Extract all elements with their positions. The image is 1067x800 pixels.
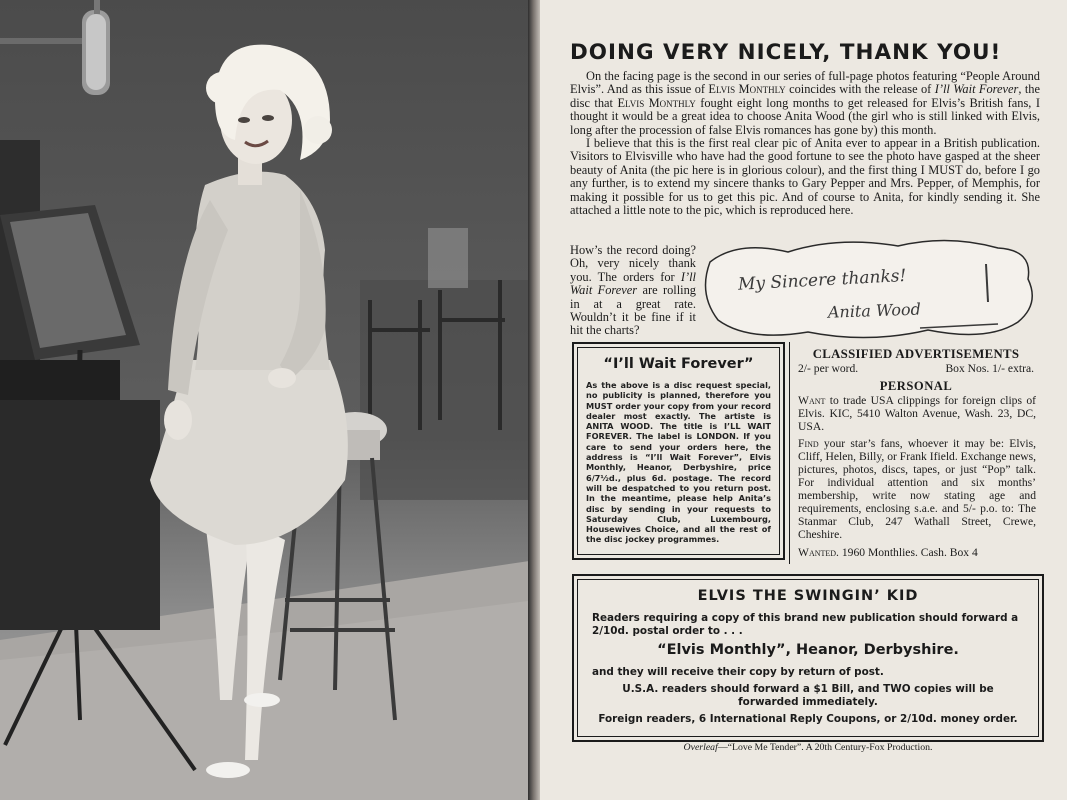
autograph-note (698, 234, 1042, 346)
article-page (540, 0, 1067, 800)
article-paragraph-2: I believe that this is the first real clear pic of Anita ever to appear in a British publication. Visitors to Elvisville who have had the good fortune to see the photo have gasped at the sheer beauty of Anita (the pic here is in glorious colour), and the first thing I MUST do, before I go any further, is to extend my sincere thanks to Gary Pepper and Mrs. Pepper, of Memphis, for making it possible for us to get this pic. And of course to Anita, for kindly sending it. She attached a little note to the pic, which is reproduced here. (570, 136, 1040, 218)
kid-title: ELVIS THE SWINGIN’ KID (697, 588, 919, 604)
article-paragraph-1: On the facing page is the second in our series of full-page photos featuring “People Around Elvis”. And as this issue of Elvis Monthly coincides with the release of I’ll Wait Forever, the disc that Elvis Monthly fought eight long months to get released for Elvis’s British fans, I thought it would be a great idea to choose Anita Wood (the girl who is still linked with Elvis, long after the procession of false Elvis romances has gone by) this month. (570, 69, 1040, 137)
ad-inner-border (577, 347, 780, 555)
classified-ads (792, 344, 1040, 564)
article-paragraph-3: How’s the record doing? Oh, very nicely thank you. The orders for I’ll Wait Forever are rolling in at a great rate. Wouldn’t it be fine if it hit the charts? (570, 243, 696, 338)
kid-line-4: Foreign readers, 6 International Reply Coupons, or 2/10d. money order. (598, 713, 1018, 725)
overleaf-caption: Overleaf—“Love Me Tender”. A 20th Century-Fox Production. (683, 742, 933, 753)
ad-text: As the above is a disc request special, no publicity is planned, therefore you MUST order your copy from your record dealer most exactly. The artiste is ANITA WOOD. The title is I’LL WAIT FOREVER. The label is LONDON. If you care to send your orders here, the address is “I’ll Wait Forever”, Elvis Monthly, Heanor, Derbyshire, price 6/7½d., plus 6d. postage. The record will be despatched to you return post. In the meantime, please help Anita’s disc by sending in your requests to Saturday Club, Luxembourg, Housewives Choice, and all the rest of the disc jockey programmes. (586, 380, 771, 545)
kid-inner-border (577, 579, 1039, 737)
column-divider (789, 342, 790, 564)
kid-line-2: and they will receive their copy by return of post. (592, 666, 884, 678)
classified-rates (798, 363, 1034, 376)
classified-ad-3: Wanted. 1960 Monthlies. Cash. Box 4 (798, 545, 978, 559)
article-headline: DOING VERY NICELY, THANK YOU! (570, 40, 1002, 64)
rate-box-numbers: Box Nos. 1/- extra. (945, 361, 1034, 375)
kid-line-3: U.S.A. readers should forward a $1 Bill, and TWO copies will be forwarded immediately. (622, 683, 994, 708)
article-body (570, 70, 1040, 217)
ad-title: “I’ll Wait Forever” (603, 356, 754, 372)
autograph-line-2: Anita Wood (827, 299, 922, 322)
kid-line-1: Readers requiring a copy of this brand new publication should forward a 2/10d. postal order to . . . (592, 612, 1019, 637)
classified-ad-2: Find your star’s fans, whoever it may be: Elvis, Cliff, Helen, Billy, or Frank Ifield. Exchange news, pictures, photos, discs, tapes, or just “Pop” talk. For individual attention and six months’ membership, write now stating age and requirements, enclosing s.a.e. and 5/- p.o. to: The Stanmar Club, 247 Wathall Street, Crewe, Cheshire. (798, 437, 1036, 541)
kid-address: “Elvis Monthly”, Heanor, Derbyshire. (657, 642, 959, 658)
rate-per-word: 2/- per word. (798, 361, 859, 375)
swingin-kid-ad (572, 574, 1044, 742)
classified-heading: CLASSIFIED ADVERTISEMENTS (812, 347, 1020, 361)
classified-ad-1: Want to trade USA clippings for foreign clips of Elvis. KIC, 5410 Walton Avenue, Wash. 23, DC, USA. (798, 393, 1036, 433)
ill-wait-forever-ad (572, 342, 785, 560)
classified-section-personal: PERSONAL (879, 378, 953, 393)
autograph-line-1: My Sincere thanks! (737, 265, 907, 295)
